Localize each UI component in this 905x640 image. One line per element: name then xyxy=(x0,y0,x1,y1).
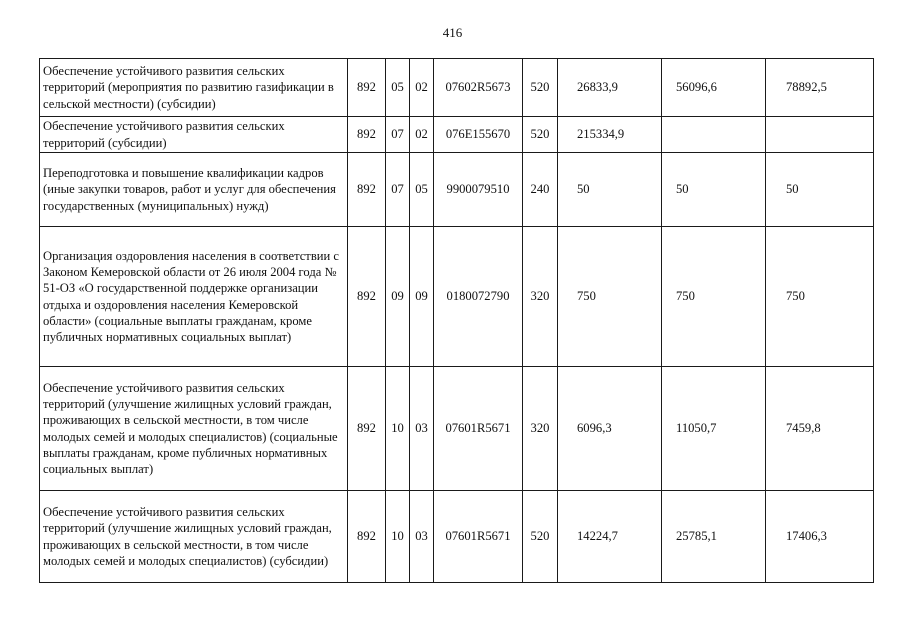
row-description: Обеспечение устойчивого развития сельских территорий (улучшение жилищных условий граждан, проживающих в сельской местности, в том числе молодых семей и молодых специалистов) (субсидии) xyxy=(40,491,348,583)
section-code: 07 xyxy=(386,117,410,153)
page-number: 416 xyxy=(442,25,463,40)
ministry-code: 892 xyxy=(348,59,386,117)
ministry-code: 892 xyxy=(348,491,386,583)
expense-type-code: 320 xyxy=(523,227,558,367)
amount-year-3: 750 xyxy=(766,227,874,367)
subsection-code: 02 xyxy=(410,117,434,153)
amount-year-1: 50 xyxy=(558,153,662,227)
section-code: 10 xyxy=(386,367,410,491)
ministry-code: 892 xyxy=(348,117,386,153)
table-row xyxy=(40,367,874,491)
section-code: 10 xyxy=(386,491,410,583)
ministry-code: 892 xyxy=(348,153,386,227)
table-row xyxy=(40,491,874,583)
amount-year-2: 750 xyxy=(662,227,766,367)
expense-type-code: 520 xyxy=(523,59,558,117)
amount-year-2: 11050,7 xyxy=(662,367,766,491)
section-code: 05 xyxy=(386,59,410,117)
expense-type-code: 520 xyxy=(523,117,558,153)
subsection-code: 03 xyxy=(410,367,434,491)
amount-year-1: 6096,3 xyxy=(558,367,662,491)
row-description: Переподготовка и повышение квалификации кадров (иные закупки товаров, работ и услуг для обеспечения государственных (муниципальных) нужд) xyxy=(40,153,348,227)
amount-year-2 xyxy=(662,117,766,153)
expense-type-code: 320 xyxy=(523,367,558,491)
table-row xyxy=(40,59,874,117)
target-article-code: 076E155670 xyxy=(434,117,523,153)
table-row xyxy=(40,227,874,367)
ministry-code: 892 xyxy=(348,227,386,367)
amount-year-2: 25785,1 xyxy=(662,491,766,583)
target-article-code: 0180072790 xyxy=(434,227,523,367)
subsection-code: 05 xyxy=(410,153,434,227)
table-row xyxy=(40,153,874,227)
expense-type-code: 520 xyxy=(523,491,558,583)
amount-year-2: 50 xyxy=(662,153,766,227)
row-description: Обеспечение устойчивого развития сельских территорий (субсидии) xyxy=(40,117,348,153)
target-article-code: 07601R5671 xyxy=(434,367,523,491)
subsection-code: 02 xyxy=(410,59,434,117)
amount-year-3: 78892,5 xyxy=(766,59,874,117)
row-description: Организация оздоровления населения в соответствии с Законом Кемеровской области от 26 июля 2004 года № 51-ОЗ «О государственной поддержке организации отдыха и оздоровления населения Кемеровской области» (социальные выплаты гражданам, кроме публичных нормативных социальных выплат) xyxy=(40,227,348,367)
target-article-code: 07602R5673 xyxy=(434,59,523,117)
section-code: 09 xyxy=(386,227,410,367)
subsection-code: 09 xyxy=(410,227,434,367)
amount-year-3: 7459,8 xyxy=(766,367,874,491)
budget-table xyxy=(39,58,874,583)
target-article-code: 07601R5671 xyxy=(434,491,523,583)
row-description: Обеспечение устойчивого развития сельских территорий (мероприятия по развитию газификации в сельской местности) (субсидии) xyxy=(40,59,348,117)
amount-year-3: 50 xyxy=(766,153,874,227)
subsection-code: 03 xyxy=(410,491,434,583)
section-code: 07 xyxy=(386,153,410,227)
table-row xyxy=(40,117,874,153)
amount-year-3: 17406,3 xyxy=(766,491,874,583)
amount-year-1: 215334,9 xyxy=(558,117,662,153)
amount-year-1: 750 xyxy=(558,227,662,367)
ministry-code: 892 xyxy=(348,367,386,491)
amount-year-3 xyxy=(766,117,874,153)
expense-type-code: 240 xyxy=(523,153,558,227)
amount-year-2: 56096,6 xyxy=(662,59,766,117)
amount-year-1: 14224,7 xyxy=(558,491,662,583)
amount-year-1: 26833,9 xyxy=(558,59,662,117)
target-article-code: 9900079510 xyxy=(434,153,523,227)
row-description: Обеспечение устойчивого развития сельских территорий (улучшение жилищных условий граждан, проживающих в сельской местности, в том числе молодых семей и молодых специалистов) (социальные выплаты гражданам, кроме публичных нормативных социальных выплат) xyxy=(40,367,348,491)
